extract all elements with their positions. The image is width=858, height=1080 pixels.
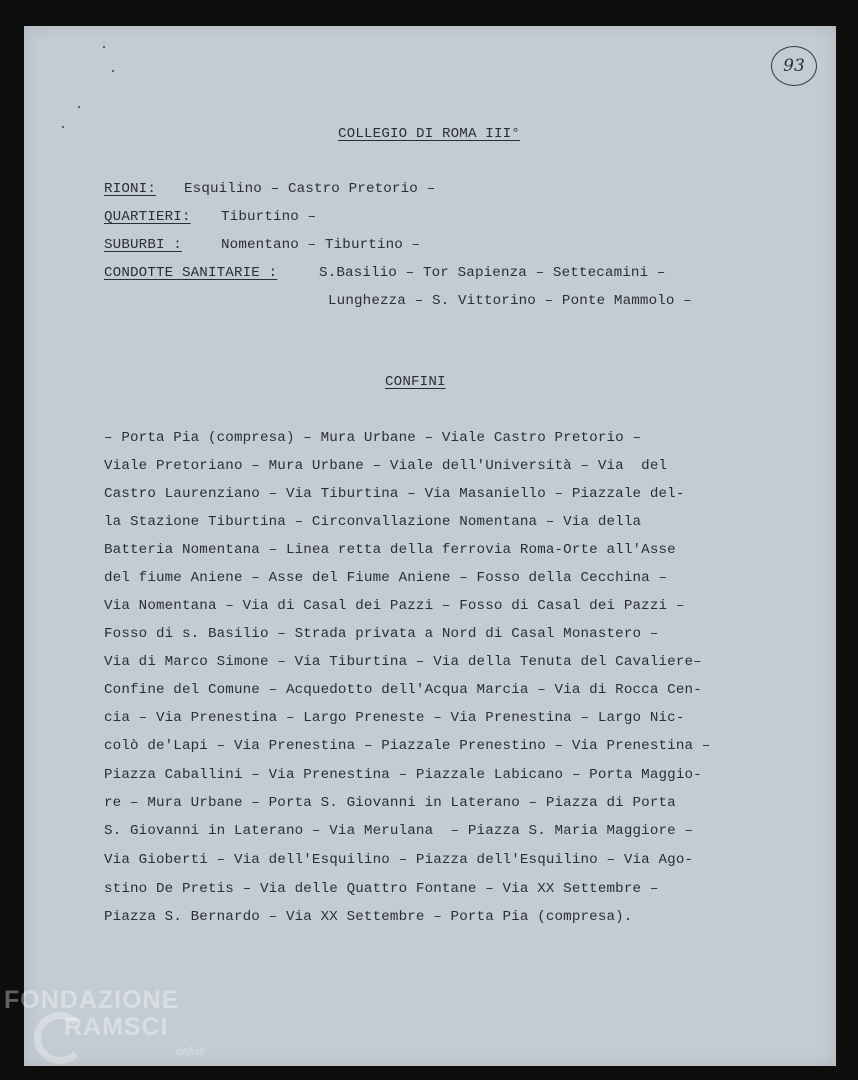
document-title: COLLEGIO DI ROMA III° — [338, 126, 520, 142]
confini-heading: CONFINI — [385, 374, 446, 390]
condotte-value-line-1: S.Basilio – Tor Sapienza – Settecamini – — [319, 265, 666, 281]
confini-line: Via Nomentana – Via di Casal dei Pazzi – Fosso di Casal dei Pazzi – — [104, 598, 685, 614]
confini-line: Via Gioberti – Via dell'Esquilino – Piazza dell'Esquilino – Via Ago- — [104, 852, 694, 868]
watermark-line-3: onlus — [176, 1044, 205, 1058]
confini-line: Viale Pretoriano – Mura Urbane – Viale dell'Università – Via del — [104, 458, 668, 474]
speck — [112, 70, 114, 72]
confini-line: Via di Marco Simone – Via Tiburtina – Via della Tenuta del Cavaliere– — [104, 654, 702, 670]
confini-line: re – Mura Urbane – Porta S. Giovanni in Laterano – Piazza di Porta — [104, 795, 676, 811]
confini-line: Batteria Nomentana – Linea retta della ferrovia Roma-Orte all'Asse — [104, 542, 676, 558]
confini-line: S. Giovanni in Laterano – Via Merulana – Piazza S. Maria Maggiore – — [104, 823, 694, 839]
confini-line: la Stazione Tiburtina – Circonvallazione Nomentana – Via della — [104, 514, 642, 530]
confini-line: stino De Pretis – Via delle Quattro Fontane – Via XX Settembre – — [104, 881, 659, 897]
watermark-line-2: RAMSCI — [64, 1013, 169, 1041]
condotte-label: CONDOTTE SANITARIE : — [104, 265, 278, 281]
quartieri-label: QUARTIERI: — [104, 209, 191, 225]
speck — [62, 126, 64, 128]
condotte-value-line-2: Lunghezza – S. Vittorino – Ponte Mammolo – — [328, 293, 692, 309]
page-number: 93 — [771, 46, 817, 86]
confini-line: cia – Via Prenestina – Largo Preneste – Via Prenestina – Largo Nic- — [104, 710, 685, 726]
fondazione-gramsci-watermark — [4, 986, 224, 1076]
quartieri-value: Tiburtino – — [221, 209, 317, 225]
confini-line: colò de'Lapi – Via Prenestina – Piazzale Prenestino – Via Prenestina – — [104, 738, 711, 754]
suburbi-label: SUBURBI : — [104, 237, 182, 253]
confini-line: Confine del Comune – Acquedotto dell'Acqua Marcia – Via di Rocca Cen- — [104, 682, 702, 698]
speck — [78, 106, 80, 108]
watermark-line-1: FONDAZIONE — [4, 986, 180, 1014]
suburbi-value: Nomentano – Tiburtino – — [221, 237, 421, 253]
rioni-label: RIONI: — [104, 181, 156, 197]
rioni-value: Esquilino – Castro Pretorio – — [184, 181, 436, 197]
confini-line: del fiume Aniene – Asse del Fiume Aniene – Fosso della Cecchina – — [104, 570, 668, 586]
confini-line: Castro Laurenziano – Via Tiburtina – Via Masaniello – Piazzale del- — [104, 486, 685, 502]
confini-line: Fosso di s. Basilio – Strada privata a Nord di Casal Monastero – — [104, 626, 659, 642]
confini-line: Piazza Caballini – Via Prenestina – Piazzale Labicano – Porta Maggio- — [104, 767, 702, 783]
confini-line: Piazza S. Bernardo – Via XX Settembre – Porta Pia (compresa). — [104, 909, 633, 925]
confini-line: – Porta Pia (compresa) – Mura Urbane – Viale Castro Pretorio – — [104, 430, 642, 446]
speck — [103, 46, 105, 48]
